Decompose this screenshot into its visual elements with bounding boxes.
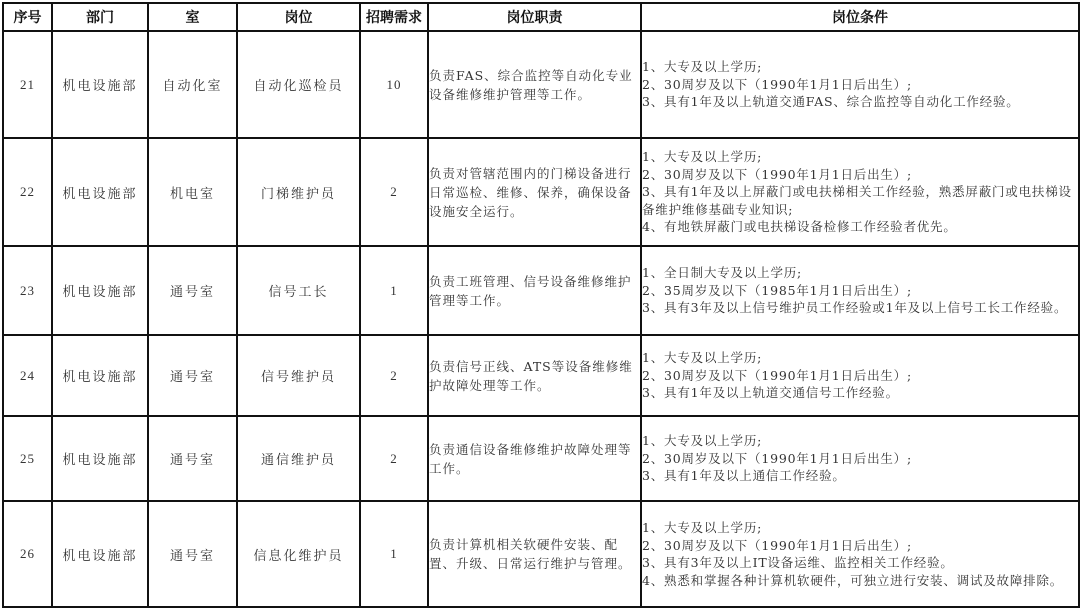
cell-department: 机电设施部 (52, 335, 148, 416)
cell-office: 自动化室 (148, 31, 237, 138)
header-office: 室 (148, 3, 237, 31)
table-row (3, 138, 1079, 246)
cell-requirements (641, 31, 1079, 138)
requirement-line: 3、具有1年及以上屏蔽门或电扶梯相关工作经验，熟悉屏蔽门或电扶梯设备维护维修基础专业知识; (642, 184, 1072, 217)
cell-duties: 负责对管辖范围内的门梯设备进行日常巡检、维修、保养，确保设备设施安全运行。 (428, 138, 641, 246)
requirement-line: 3、具有1年及以上轨道交通FAS、综合监控等自动化工作经验。 (642, 94, 1020, 110)
cell-headcount: 10 (360, 31, 428, 138)
cell-headcount: 2 (360, 416, 428, 501)
cell-office: 通号室 (148, 246, 237, 335)
header-department: 部门 (52, 3, 148, 31)
requirement-line: 4、熟悉和掌握各种计算机软硬件，可独立进行安装、调试及故障排除。 (642, 572, 1064, 588)
table-row (3, 501, 1079, 607)
cell-department: 机电设施部 (52, 246, 148, 335)
cell-index: 23 (3, 246, 52, 335)
cell-position: 信息化维护员 (237, 501, 360, 607)
table-row (3, 246, 1079, 335)
cell-duties: 负责工班管理、信号设备维修维护管理等工作。 (428, 246, 641, 335)
cell-position: 信号维护员 (237, 335, 360, 416)
cell-headcount: 1 (360, 246, 428, 335)
requirement-line: 3、具有3年及以上信号维护员工作经验或1年及以上信号工长工作经验。 (642, 300, 1068, 316)
cell-duties: 负责计算机相关软硬件安装、配置、升级、日常运行维护与管理。 (428, 501, 641, 607)
requirement-line: 4、有地铁屏蔽门或电扶梯设备检修工作经验者优先。 (642, 219, 957, 235)
cell-position: 信号工长 (237, 246, 360, 335)
cell-duties: 负责FAS、综合监控等自动化专业设备维修维护管理等工作。 (428, 31, 641, 138)
cell-office: 机电室 (148, 138, 237, 246)
requirement-line: 2、35周岁及以下（1985年1月1日后出生）; (642, 282, 912, 298)
cell-office: 通号室 (148, 501, 237, 607)
cell-office: 通号室 (148, 335, 237, 416)
cell-requirements (641, 501, 1079, 607)
cell-headcount: 1 (360, 501, 428, 607)
requirement-line: 2、30周岁及以下（1990年1月1日后出生）; (642, 166, 912, 182)
cell-office: 通号室 (148, 416, 237, 501)
cell-requirements (641, 335, 1079, 416)
cell-duties: 负责通信设备维修维护故障处理等工作。 (428, 416, 641, 501)
requirement-line: 3、具有3年及以上IT设备运维、监控相关工作经验。 (642, 555, 954, 570)
requirement-line: 2、30周岁及以下（1990年1月1日后出生）; (642, 537, 912, 553)
cell-position: 门梯维护员 (237, 138, 360, 246)
cell-department: 机电设施部 (52, 416, 148, 501)
cell-headcount: 2 (360, 138, 428, 246)
cell-index: 26 (3, 501, 52, 607)
cell-position: 自动化巡检员 (237, 31, 360, 138)
header-position: 岗位 (237, 3, 360, 31)
requirement-line: 2、30周岁及以下（1990年1月1日后出生）; (642, 367, 912, 383)
cell-department: 机电设施部 (52, 501, 148, 607)
header-requirements: 岗位条件 (641, 3, 1079, 31)
table-row (3, 335, 1079, 416)
header-index: 序号 (3, 3, 52, 31)
cell-requirements (641, 138, 1079, 246)
requirement-line: 2、30周岁及以下（1990年1月1日后出生）; (642, 76, 912, 92)
requirement-line: 1、大专及以上学历; (642, 520, 763, 535)
requirement-line: 1、大专及以上学历; (642, 350, 763, 366)
cell-index: 21 (3, 31, 52, 138)
requirement-line: 1、大专及以上学历; (642, 149, 763, 165)
requirement-line: 2、30周岁及以下（1990年1月1日后出生）; (642, 450, 912, 466)
header-headcount: 招聘需求 (360, 3, 428, 31)
table-row (3, 416, 1079, 501)
requirement-line: 1、全日制大专及以上学历; (642, 265, 803, 281)
requirement-line: 1、大专及以上学历; (642, 433, 763, 449)
cell-department: 机电设施部 (52, 31, 148, 138)
cell-requirements (641, 416, 1079, 501)
cell-headcount: 2 (360, 335, 428, 416)
table-row (3, 31, 1079, 138)
cell-position: 通信维护员 (237, 416, 360, 501)
cell-index: 25 (3, 416, 52, 501)
requirement-line: 3、具有1年及以上轨道交通信号工作经验。 (642, 385, 899, 401)
requirement-line: 3、具有1年及以上通信工作经验。 (642, 468, 846, 484)
recruitment-table (2, 2, 1080, 608)
requirement-line: 1、大专及以上学历; (642, 59, 763, 75)
header-row (3, 3, 1079, 31)
cell-index: 22 (3, 138, 52, 246)
cell-index: 24 (3, 335, 52, 416)
cell-requirements (641, 246, 1079, 335)
header-duties: 岗位职责 (428, 3, 641, 31)
cell-department: 机电设施部 (52, 138, 148, 246)
cell-duties: 负责信号正线、ATS等设备维修维护故障处理等工作。 (428, 335, 641, 416)
